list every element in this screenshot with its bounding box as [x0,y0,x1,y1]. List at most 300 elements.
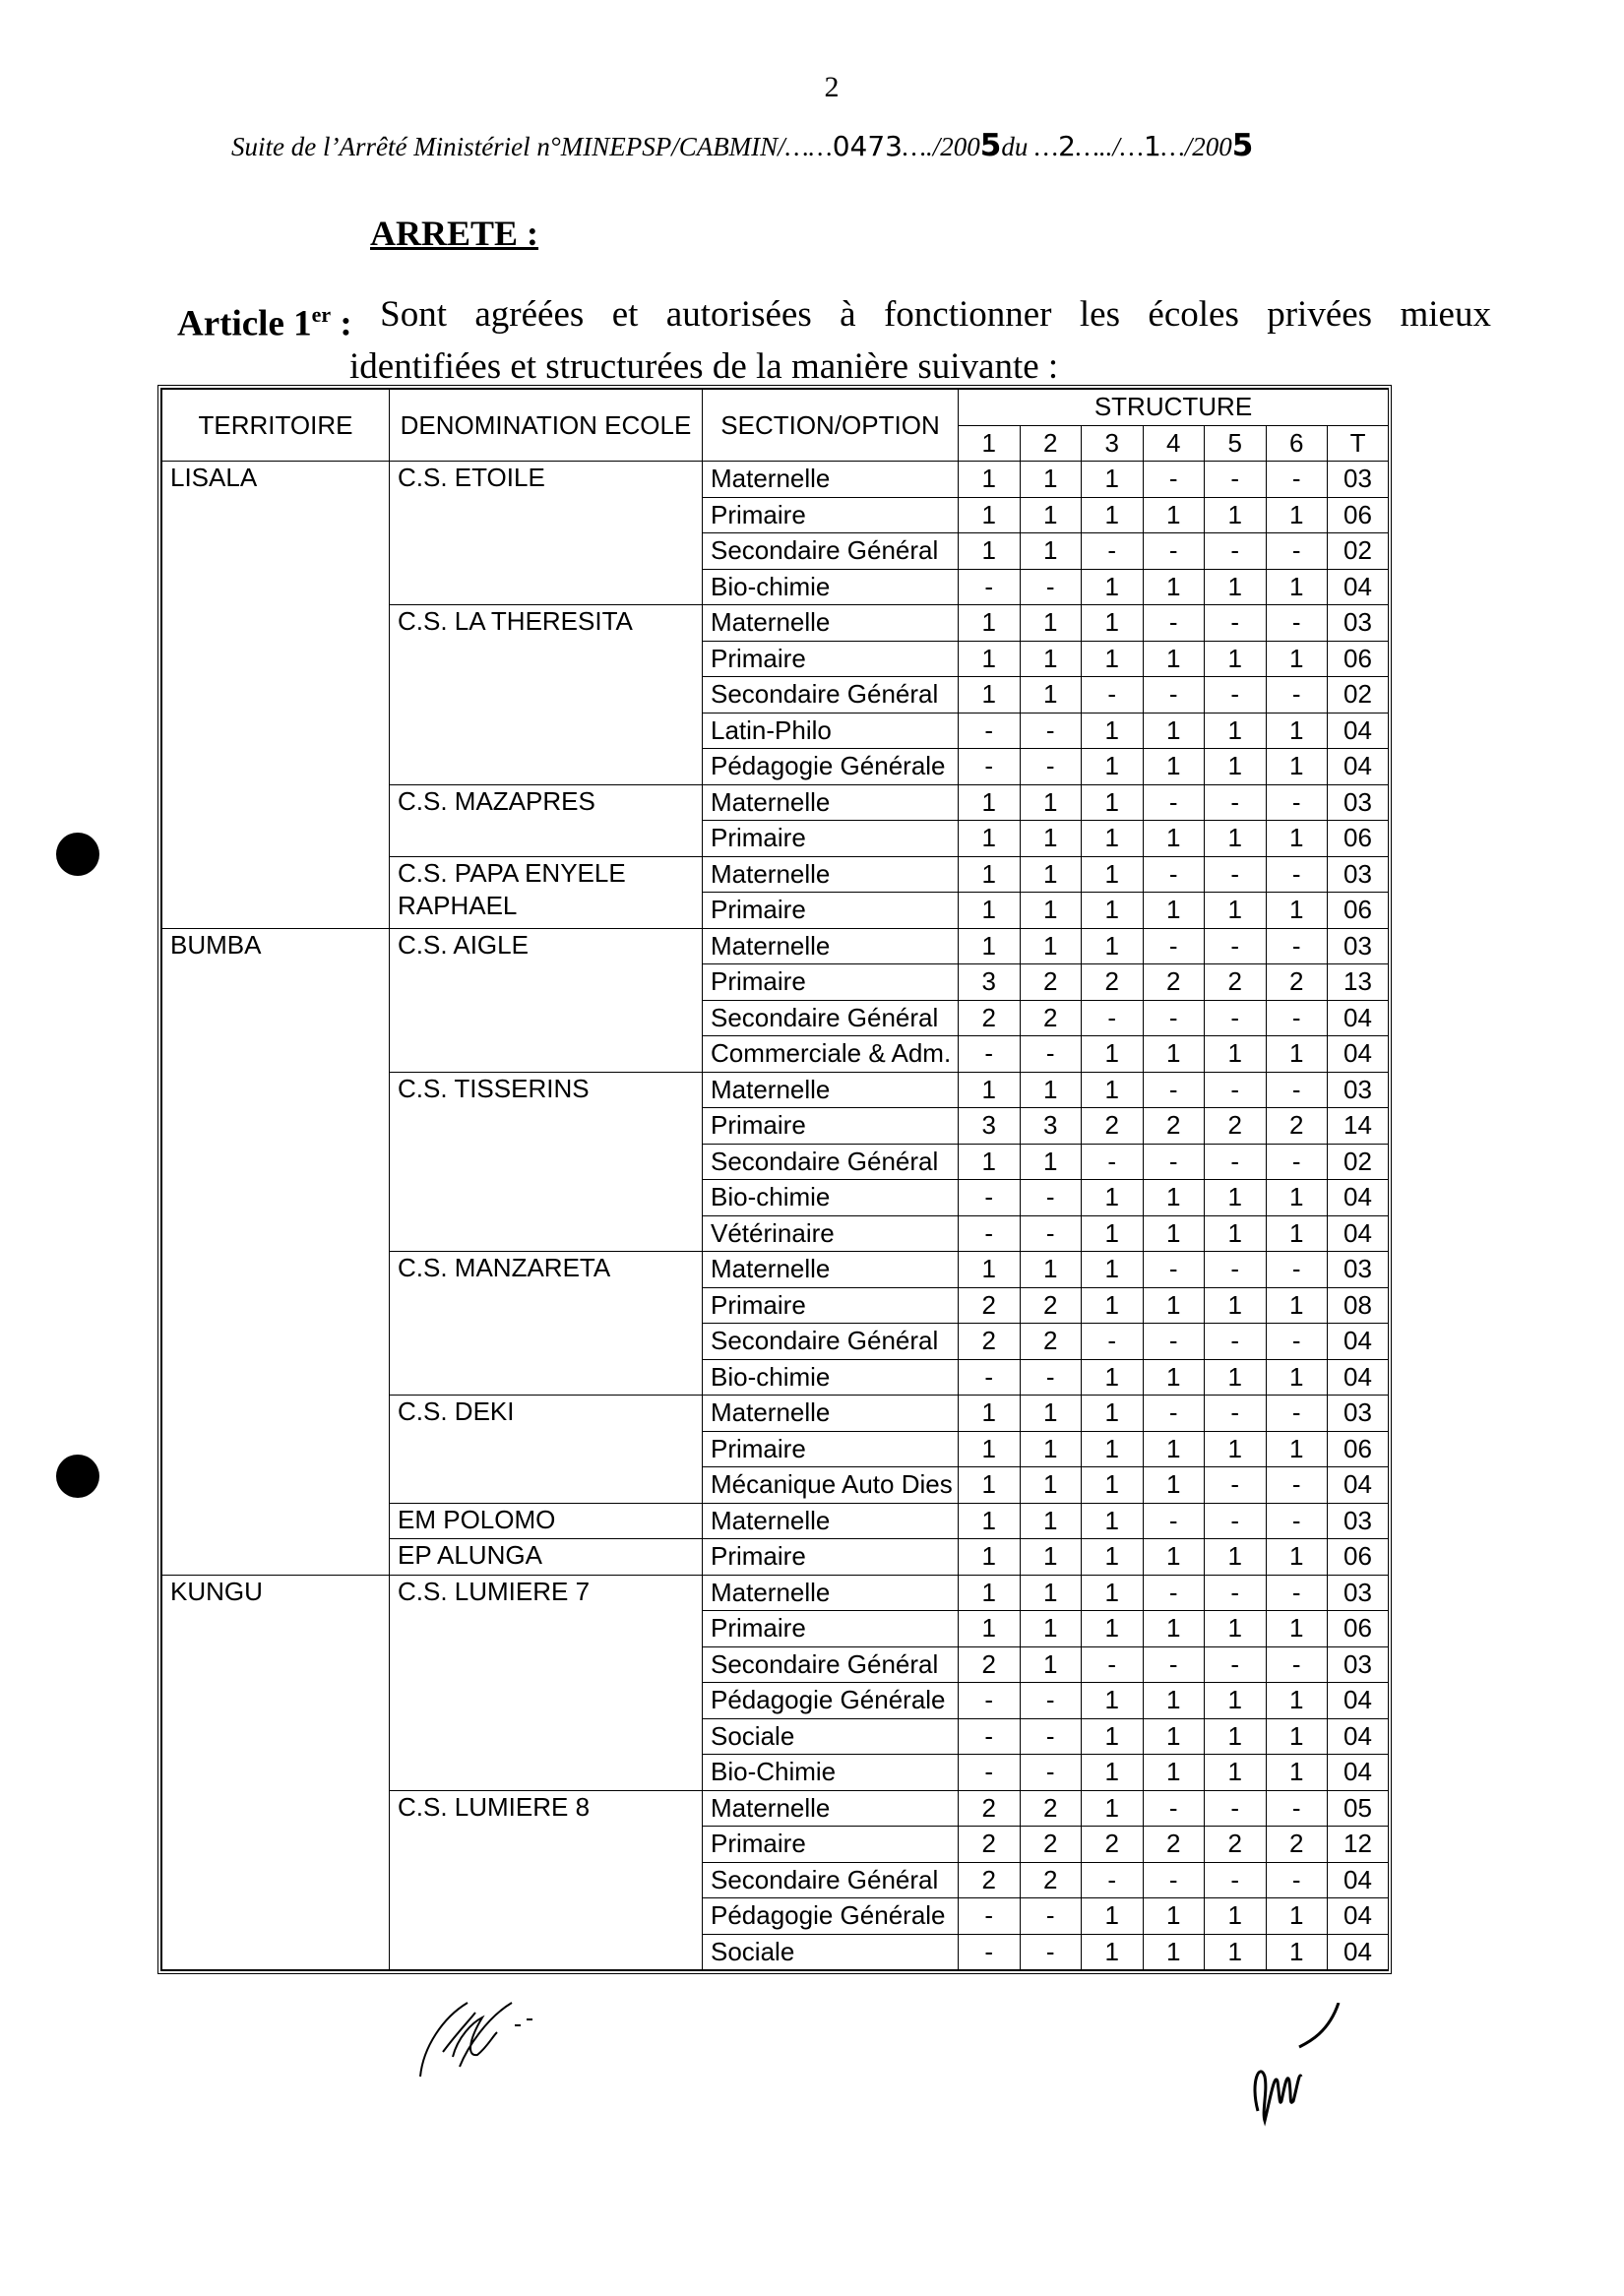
structure-value-cell: 1 [1266,1898,1328,1935]
section-cell: Maternelle [703,1252,959,1288]
section-cell: Primaire [703,1827,959,1863]
structure-value-cell: - [1020,713,1082,749]
structure-value-cell: 1 [1266,821,1328,857]
total-cell: 03 [1328,1396,1389,1432]
structure-value-cell: 1 [1205,1898,1267,1935]
structure-value-cell: 2 [1082,1827,1144,1863]
reference-sep2: …/200 [1160,132,1232,161]
structure-value-cell: - [1205,1503,1267,1539]
total-cell: 04 [1328,1324,1389,1360]
structure-value-cell: 1 [1020,1575,1082,1611]
total-cell: 05 [1328,1790,1389,1827]
school-name-cell: C.S. AIGLE [390,928,703,1072]
section-cell: Bio-chimie [703,1180,959,1216]
structure-value-cell: 1 [1143,893,1205,929]
total-cell: 06 [1328,893,1389,929]
structure-value-cell: - [1020,1215,1082,1252]
structure-value-cell: 3 [959,964,1021,1001]
school-name-cell: C.S. PAPA ENYELE RAPHAEL [390,856,703,928]
total-cell: 03 [1328,1503,1389,1539]
structure-value-cell: 1 [959,821,1021,857]
structure-value-cell: - [1143,1862,1205,1898]
structure-value-cell: 1 [1143,1036,1205,1073]
structure-value-cell: 1 [1205,1036,1267,1073]
total-cell: 13 [1328,964,1389,1001]
article-word: autorisées [665,294,812,335]
structure-value-cell: 2 [1020,1324,1082,1360]
structure-value-cell: 1 [1020,1611,1082,1647]
structure-value-cell: 1 [1082,497,1144,533]
territoire-cell: BUMBA [162,928,390,1575]
structure-value-cell: - [1205,1324,1267,1360]
structure-value-cell: 1 [1205,1718,1267,1755]
section-cell: Latin-Philo [703,713,959,749]
structure-value-cell: 2 [1143,964,1205,1001]
structure-value-cell: 1 [959,1396,1021,1432]
total-cell: 04 [1328,569,1389,605]
structure-value-cell: - [1205,1575,1267,1611]
structure-value-cell: - [1082,1862,1144,1898]
structure-value-cell: 1 [959,1539,1021,1576]
structure-value-cell: - [1205,462,1267,498]
section-cell: Primaire [703,893,959,929]
document-title: ARRETE : [370,214,539,253]
article-word: mieux [1400,294,1491,335]
structure-value-cell: 1 [1266,1755,1328,1791]
school-name-cell: C.S. LA THERESITA [390,605,703,785]
structure-value-cell: 1 [1205,893,1267,929]
section-cell: Maternelle [703,605,959,642]
table-row [162,1575,1389,1611]
structure-value-cell: 1 [1205,1180,1267,1216]
structure-value-cell: 1 [959,784,1021,821]
structure-value-cell: 2 [959,1287,1021,1324]
structure-value-cell: 1 [959,1072,1021,1108]
section-cell: Vétérinaire [703,1215,959,1252]
structure-value-cell: 1 [1082,1539,1144,1576]
structure-value-cell: - [1143,856,1205,893]
structure-value-cell: - [1266,1790,1328,1827]
structure-value-cell: 2 [959,1827,1021,1863]
section-cell: Mécanique Auto Dies [703,1467,959,1504]
structure-value-cell: - [1266,1575,1328,1611]
section-cell: Secondaire Général [703,1646,959,1683]
section-cell: Secondaire Général [703,1144,959,1180]
structure-value-cell: 1 [1143,713,1205,749]
structure-value-cell: - [1205,533,1267,570]
total-cell: 04 [1328,1036,1389,1073]
structure-value-cell: 1 [1082,1683,1144,1719]
total-cell: 02 [1328,677,1389,714]
structure-value-cell: 1 [1082,1718,1144,1755]
structure-value-cell: - [1266,462,1328,498]
structure-value-cell: 1 [1266,1180,1328,1216]
section-cell: Secondaire Général [703,1324,959,1360]
structure-value-cell: - [959,1359,1021,1396]
structure-value-cell: 1 [1205,1287,1267,1324]
structure-value-cell: 1 [1020,1144,1082,1180]
total-cell: 04 [1328,1718,1389,1755]
structure-value-cell: 1 [1082,856,1144,893]
structure-value-cell: 1 [1266,1287,1328,1324]
structure-value-cell: 1 [1082,928,1144,964]
reference-sep1: …../… [1075,132,1144,161]
total-cell: 03 [1328,784,1389,821]
structure-value-cell: - [1205,677,1267,714]
structure-value-cell: 1 [1082,1215,1144,1252]
header-territoire: TERRITOIRE [162,390,390,462]
section-cell: Primaire [703,1539,959,1576]
school-name-cell: EM POLOMO [390,1503,703,1539]
total-cell: 04 [1328,713,1389,749]
structure-value-cell: 1 [1020,641,1082,677]
school-name-cell: EP ALUNGA [390,1539,703,1576]
structure-value-cell: 2 [1020,1287,1082,1324]
header-structure-col: 3 [1082,425,1144,462]
signature-right [1240,2003,1358,2141]
structure-value-cell: - [1205,856,1267,893]
section-cell: Maternelle [703,462,959,498]
total-cell: 03 [1328,1575,1389,1611]
total-cell: 02 [1328,1144,1389,1180]
section-cell: Secondaire Général [703,533,959,570]
article-line-1 [177,293,1491,345]
structure-value-cell: - [1266,605,1328,642]
structure-value-cell: - [1082,533,1144,570]
article-word: privées [1267,294,1373,335]
structure-value-cell: - [1020,1683,1082,1719]
structure-value-cell: - [1205,1000,1267,1036]
section-cell: Primaire [703,821,959,857]
signature-left [399,1978,566,2086]
structure-value-cell: 2 [1266,1108,1328,1145]
structure-value-cell: 1 [1082,1575,1144,1611]
section-cell: Pédagogie Générale [703,1898,959,1935]
structure-value-cell: 2 [959,1862,1021,1898]
structure-value-cell: 1 [1266,1718,1328,1755]
structure-value-cell: 1 [1020,1072,1082,1108]
structure-value-cell: 1 [1205,497,1267,533]
structure-value-cell: 1 [1266,1036,1328,1073]
structure-value-cell: - [1266,1252,1328,1288]
structure-value-cell: 1 [1143,641,1205,677]
structure-value-cell: - [1205,1396,1267,1432]
structure-value-cell: - [959,569,1021,605]
structure-value-cell: 1 [1082,1898,1144,1935]
structure-value-cell: 1 [1143,1359,1205,1396]
total-cell: 06 [1328,641,1389,677]
structure-value-cell: 1 [1020,462,1082,498]
structure-value-cell: 1 [1205,569,1267,605]
structure-value-cell: 1 [959,1144,1021,1180]
structure-value-cell: 1 [1266,569,1328,605]
structure-value-cell: 1 [1082,1431,1144,1467]
total-cell: 03 [1328,928,1389,964]
structure-value-cell: - [959,713,1021,749]
structure-value-cell: 1 [1082,1252,1144,1288]
structure-value-cell: 1 [1266,641,1328,677]
article-line-2: identifiées et structurées de la manière suivante : [349,346,1059,388]
total-cell: 04 [1328,1180,1389,1216]
structure-value-cell: - [1205,1252,1267,1288]
structure-value-cell: 1 [1143,569,1205,605]
section-cell: Bio-chimie [703,1359,959,1396]
structure-value-cell: - [1143,605,1205,642]
article-word: fonctionner [883,294,1052,335]
school-name-cell: C.S. MAZAPRES [390,784,703,856]
structure-value-cell: - [1020,1755,1082,1791]
structure-value-cell: - [1143,1252,1205,1288]
total-cell: 04 [1328,1000,1389,1036]
structure-value-cell: 1 [1020,893,1082,929]
structure-value-cell: - [1143,533,1205,570]
structure-value-cell: - [1020,1180,1082,1216]
structure-value-cell: - [1020,569,1082,605]
structure-value-cell: 2 [1143,1108,1205,1145]
header-structure-col: 5 [1205,425,1267,462]
structure-value-cell: - [1082,1000,1144,1036]
section-cell: Sociale [703,1718,959,1755]
article-word: et [611,294,639,335]
structure-value-cell: 1 [1082,1180,1144,1216]
structure-value-cell: - [1266,856,1328,893]
structure-value-cell: 1 [1082,1467,1144,1504]
section-cell: Pédagogie Générale [703,1683,959,1719]
structure-value-cell: 1 [959,462,1021,498]
table-row [162,928,1389,964]
section-cell: Maternelle [703,1396,959,1432]
structure-value-cell: 2 [1020,1790,1082,1827]
structure-value-cell: - [1266,1396,1328,1432]
total-cell: 03 [1328,605,1389,642]
structure-value-cell: - [959,1718,1021,1755]
structure-value-cell: 2 [959,1646,1021,1683]
structure-value-cell: 2 [1205,1827,1267,1863]
structure-value-cell: 1 [1082,1503,1144,1539]
reference-du: du … [1001,132,1059,161]
structure-value-cell: 1 [1020,605,1082,642]
structure-value-cell: 2 [1205,964,1267,1001]
section-cell: Primaire [703,1431,959,1467]
structure-value-cell: - [1020,1359,1082,1396]
structure-value-cell: 1 [1020,677,1082,714]
header-structure-col: 2 [1020,425,1082,462]
structure-value-cell: - [1143,928,1205,964]
structure-value-cell: 1 [1020,856,1082,893]
structure-value-cell: - [1082,1646,1144,1683]
structure-value-cell: - [959,1934,1021,1970]
structure-value-cell: 1 [1082,1036,1144,1073]
structure-value-cell: 1 [1205,641,1267,677]
school-name-cell: C.S. TISSERINS [390,1072,703,1252]
structure-value-cell: 1 [1020,1646,1082,1683]
punch-hole-bottom [56,1455,99,1498]
structure-value-cell: 2 [1082,964,1144,1001]
structure-value-cell: - [1266,1072,1328,1108]
section-cell: Maternelle [703,1503,959,1539]
structure-value-cell: 1 [959,1575,1021,1611]
article-word: écoles [1148,294,1239,335]
structure-value-cell: - [1266,784,1328,821]
section-cell: Primaire [703,1108,959,1145]
structure-value-cell: 1 [1082,1755,1144,1791]
structure-value-cell: 1 [959,1467,1021,1504]
structure-value-cell: - [1143,1144,1205,1180]
structure-value-cell: 1 [1082,1790,1144,1827]
structure-value-cell: 1 [959,928,1021,964]
structure-value-cell: 1 [1143,1898,1205,1935]
structure-value-cell: 1 [1020,821,1082,857]
structure-value-cell: - [1020,1934,1082,1970]
structure-value-cell: 1 [1205,749,1267,785]
article-word: à [840,294,856,335]
section-cell: Secondaire Général [703,677,959,714]
total-cell: 03 [1328,462,1389,498]
structure-value-cell: 1 [1020,1503,1082,1539]
school-name-cell: C.S. ETOILE [390,462,703,605]
structure-value-cell: 1 [959,533,1021,570]
total-cell: 12 [1328,1827,1389,1863]
structure-value-cell: 1 [1020,1539,1082,1576]
structure-value-cell: 2 [1266,964,1328,1001]
total-cell: 02 [1328,533,1389,570]
structure-value-cell: 1 [1205,1755,1267,1791]
total-cell: 06 [1328,1539,1389,1576]
total-cell: 04 [1328,1683,1389,1719]
structure-value-cell: 1 [1143,1539,1205,1576]
article-word: agréées [474,294,585,335]
structure-value-cell: 1 [1143,1683,1205,1719]
structure-value-cell: 2 [1143,1827,1205,1863]
section-cell: Maternelle [703,1575,959,1611]
structure-value-cell: 1 [1020,497,1082,533]
structure-value-cell: - [1266,1503,1328,1539]
structure-value-cell: 1 [959,1252,1021,1288]
section-cell: Primaire [703,964,959,1001]
structure-value-cell: 1 [959,1503,1021,1539]
structure-value-cell: 1 [1082,893,1144,929]
structure-value-cell: 2 [1205,1108,1267,1145]
structure-value-cell: 1 [959,893,1021,929]
structure-value-cell: 1 [1082,1287,1144,1324]
structure-value-cell: 1 [1082,1611,1144,1647]
structure-value-cell: 1 [1143,1755,1205,1791]
structure-value-cell: - [1020,1718,1082,1755]
structure-value-cell: - [1143,1072,1205,1108]
total-cell: 06 [1328,821,1389,857]
structure-value-cell: 1 [1082,641,1144,677]
structure-value-cell: 1 [1020,1252,1082,1288]
page-number: 2 [824,71,840,103]
structure-value-cell: - [1143,1646,1205,1683]
total-cell: 06 [1328,497,1389,533]
punch-hole-top [56,833,99,876]
section-cell: Sociale [703,1934,959,1970]
structure-value-cell: 1 [1143,821,1205,857]
structure-value-cell: 2 [1020,1000,1082,1036]
structure-value-cell: - [1205,1072,1267,1108]
structure-value-cell: 1 [1082,569,1144,605]
structure-value-cell: 1 [1143,749,1205,785]
structure-value-cell: 1 [1266,497,1328,533]
structure-value-cell: - [1082,677,1144,714]
structure-value-cell: 1 [1082,713,1144,749]
structure-value-cell: 1 [1205,1431,1267,1467]
structure-value-cell: - [1143,1575,1205,1611]
structure-value-cell: - [959,1898,1021,1935]
structure-value-cell: - [1082,1324,1144,1360]
structure-value-cell: 1 [1082,605,1144,642]
structure-value-cell: - [1205,1467,1267,1504]
structure-value-cell: 1 [1205,1359,1267,1396]
structure-value-cell: 1 [1082,784,1144,821]
handwritten-month: 1 [1143,130,1161,162]
section-cell: Maternelle [703,928,959,964]
structure-value-cell: - [1143,1000,1205,1036]
section-cell: Secondaire Général [703,1000,959,1036]
article-label: Article 1er : [177,302,352,344]
structure-value-cell: 1 [1205,1934,1267,1970]
section-cell: Pédagogie Générale [703,749,959,785]
structure-value-cell: - [1143,1503,1205,1539]
structure-value-cell: 1 [959,1431,1021,1467]
structure-value-cell: 1 [1266,1215,1328,1252]
total-cell: 04 [1328,1755,1389,1791]
section-cell: Bio-Chimie [703,1755,959,1791]
structure-value-cell: 1 [1143,1611,1205,1647]
handwritten-day: 2 [1058,130,1076,162]
total-cell: 03 [1328,1646,1389,1683]
structure-value-cell: 1 [1020,533,1082,570]
reference-line [231,128,1253,163]
section-cell: Commerciale & Adm. [703,1036,959,1073]
structure-value-cell: 1 [1266,1611,1328,1647]
total-cell: 04 [1328,749,1389,785]
structure-value-cell: - [1020,1036,1082,1073]
structure-value-cell: 1 [959,1611,1021,1647]
total-cell: 08 [1328,1287,1389,1324]
structure-value-cell: 1 [959,856,1021,893]
structure-value-cell: 1 [1082,1396,1144,1432]
structure-value-cell: 1 [1266,1539,1328,1576]
structure-value-cell: - [1143,462,1205,498]
structure-value-cell: 1 [1143,1431,1205,1467]
school-name-cell: C.S. DEKI [390,1396,703,1504]
section-cell: Primaire [703,1611,959,1647]
structure-value-cell: 1 [1266,1431,1328,1467]
header-structure-col: 1 [959,425,1021,462]
handwritten-year-digit-2: 5 [1231,128,1254,163]
section-cell: Maternelle [703,784,959,821]
structure-value-cell: 1 [1020,1467,1082,1504]
header-structure-col: 6 [1266,425,1328,462]
structure-value-cell: 1 [1143,497,1205,533]
structure-value-cell: 1 [1143,1467,1205,1504]
school-name-cell: C.S. LUMIERE 8 [390,1790,703,1970]
schools-table [157,385,1392,1974]
structure-value-cell: 3 [959,1108,1021,1145]
structure-value-cell: - [959,749,1021,785]
structure-value-cell: - [1266,1000,1328,1036]
total-cell: 06 [1328,1611,1389,1647]
structure-value-cell: - [1143,1396,1205,1432]
article-1 [177,293,1491,389]
structure-value-cell: 2 [1266,1827,1328,1863]
school-name-cell: C.S. MANZARETA [390,1252,703,1396]
structure-value-cell: 2 [959,1324,1021,1360]
structure-value-cell: - [1266,1144,1328,1180]
structure-value-cell: 1 [1205,713,1267,749]
